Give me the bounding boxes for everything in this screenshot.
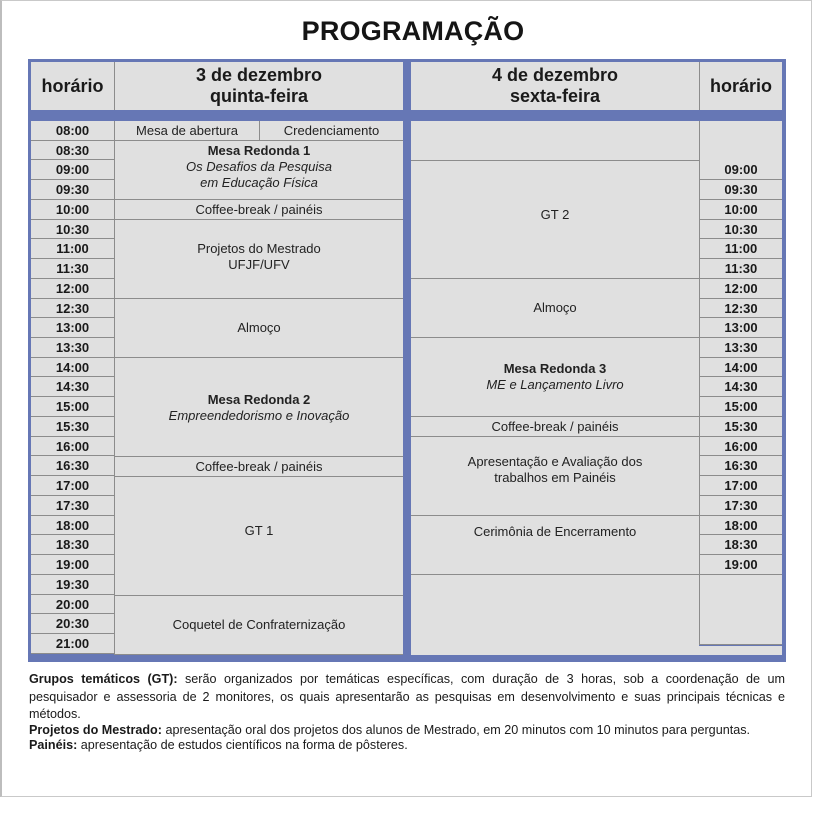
left-time-slot: 15:30	[31, 417, 114, 437]
left-time-slot: 16:00	[31, 437, 114, 456]
event-registration	[259, 121, 403, 141]
left-time-slot: 19:00	[31, 555, 114, 575]
right-time-slot: 10:00	[700, 200, 782, 220]
event-opening-label: Mesa de abertura	[136, 122, 238, 138]
right-time-slot: 17:00	[700, 476, 782, 496]
event-mr3-subtitle: ME e Lançamento Livro	[486, 377, 624, 392]
right-time-slot: 13:00	[700, 318, 782, 338]
right-time-slot: 10:30	[700, 220, 782, 239]
right-time-slot: 15:30	[700, 417, 782, 437]
event-coffee-break-1-label: Coffee-break / painéis	[195, 201, 323, 217]
event-opening	[115, 121, 259, 141]
right-time-slot: 14:00	[700, 358, 782, 377]
left-time-slot: 14:30	[31, 377, 114, 397]
event-coffee-break-2	[115, 457, 403, 477]
note-projetos-text: apresentação oral dos projetos dos alunos de Mestrado, em 20 minutos com 10 minutos para perguntas.	[161, 722, 750, 737]
right-time-slot: 17:30	[700, 496, 782, 516]
right-time-slot: 14:30	[700, 377, 782, 397]
event-day2-empty-bottom	[411, 575, 699, 655]
header-divider-left	[114, 62, 115, 110]
footnotes	[29, 671, 785, 755]
right-time-slot: 09:30	[700, 180, 782, 200]
left-time-slot: 10:00	[31, 200, 114, 220]
header-day2	[411, 62, 699, 110]
left-time-slot: 21:00	[31, 634, 114, 654]
left-time-slot: 14:00	[31, 358, 114, 377]
right-time-slot: 18:00	[700, 516, 782, 535]
right-time-slot: 15:00	[700, 397, 782, 417]
left-time-slot: 17:00	[31, 476, 114, 496]
header-day1-date: 3 de dezembro	[195, 65, 323, 85]
event-mesa-redonda-1	[115, 141, 403, 200]
note-paineis	[29, 737, 785, 755]
event-paineis-line2: trabalhos em Painéis	[494, 470, 616, 485]
note-projetos-term: Projetos do Mestrado:	[29, 722, 162, 737]
left-time-slot: 18:00	[31, 516, 114, 535]
right-time-slot: 19:00	[700, 555, 782, 575]
header-time-left	[31, 62, 114, 110]
note-gt-text: serão organizados por temáticas específicas, com duração de 3 horas, sob a coordenação de um pesquisador e assessoria de 2 monitores, os quais apresentarão as pesquisas em desenvolvimento e suas principais técnicas e métodos.	[29, 672, 785, 721]
note-paineis-text: apresentação de estudos científicos na forma de pôsteres.	[77, 738, 408, 752]
right-time-slot: 09:00	[700, 160, 782, 180]
right-time-empty-bottom	[700, 575, 782, 645]
event-encerramento	[411, 516, 699, 575]
left-time-slot: 12:00	[31, 279, 114, 299]
event-gt1	[115, 477, 403, 596]
event-mr1-subtitle-1: Os Desafios da Pesquisa	[186, 159, 332, 174]
body-divider-left	[114, 121, 115, 655]
left-time-slot: 19:30	[31, 575, 114, 595]
right-time-slot: 12:30	[700, 299, 782, 318]
event-registration-label: Credenciamento	[283, 122, 380, 138]
body-divider-right	[699, 121, 700, 645]
event-coffee-break-3-label: Coffee-break / painéis	[491, 418, 619, 434]
right-time-slot: 16:30	[700, 456, 782, 476]
right-time-slot: 11:30	[700, 259, 782, 279]
event-coquetel	[115, 596, 403, 655]
left-time-slot: 18:30	[31, 535, 114, 555]
event-coquetel-label: Coquetel de Confraternização	[172, 617, 346, 632]
left-time-slot: 20:00	[31, 595, 114, 614]
header-day1-weekday: quinta-feira	[209, 86, 308, 106]
event-mr2-subtitle: Empreendedorismo e Inovação	[168, 408, 350, 423]
header-time-right-label: horário	[709, 75, 772, 96]
header-time-right	[700, 62, 782, 110]
header-time-left-label: horário	[41, 75, 104, 96]
left-time-slot: 17:30	[31, 496, 114, 516]
right-time-slot: 12:00	[700, 279, 782, 299]
note-paineis-term: Painéis:	[29, 738, 78, 752]
event-gt1-label: GT 1	[244, 523, 274, 538]
right-time-empty-top	[700, 121, 782, 161]
event-almoco-1-label: Almoço	[237, 320, 281, 335]
event-mr1-subtitle-2: em Educação Física	[200, 175, 318, 190]
event-paineis-line1: Apresentação e Avaliação dos	[467, 454, 643, 469]
left-time-slot: 10:30	[31, 220, 114, 239]
event-mr2-title: Mesa Redonda 2	[207, 392, 311, 407]
header-day2-date: 4 de dezembro	[491, 65, 619, 85]
event-coffee-break-3	[411, 417, 699, 437]
event-gt2	[411, 161, 699, 279]
left-time-slot: 08:30	[31, 141, 114, 160]
left-time-slot: 11:30	[31, 259, 114, 279]
left-time-slot: 15:00	[31, 397, 114, 417]
left-time-slot: 20:30	[31, 614, 114, 634]
event-projetos-line2: UFJF/UFV	[228, 257, 290, 272]
note-gt-term: Grupos temáticos (GT):	[29, 672, 178, 686]
right-time-footer-fill	[699, 646, 782, 655]
right-time-slot: 16:00	[700, 437, 782, 456]
event-almoco-1	[115, 299, 403, 358]
note-gt	[29, 671, 785, 724]
left-time-slot: 09:00	[31, 160, 114, 180]
left-time-slot: 13:00	[31, 318, 114, 338]
event-mr3-title: Mesa Redonda 3	[503, 361, 607, 376]
event-almoco-2-label: Almoço	[533, 300, 577, 315]
right-time-slot: 13:30	[700, 338, 782, 358]
event-mesa-redonda-2	[115, 358, 403, 457]
event-projetos-mestrado	[115, 220, 403, 299]
header-day2-weekday: sexta-feira	[509, 86, 601, 106]
left-time-slot: 08:00	[31, 121, 114, 141]
event-day2-empty-top	[411, 121, 699, 161]
left-time-slot: 11:00	[31, 239, 114, 259]
left-time-slot: 12:30	[31, 299, 114, 318]
event-paineis	[411, 437, 699, 516]
event-mr1-title: Mesa Redonda 1	[207, 143, 311, 158]
event-gt2-label: GT 2	[540, 206, 570, 222]
left-time-slot: 09:30	[31, 180, 114, 200]
event-encerramento-label: Cerimônia de Encerramento	[473, 524, 637, 539]
header-divider-right	[699, 62, 700, 110]
page-title: PROGRAMAÇÃO	[301, 16, 525, 46]
right-time-slot: 18:30	[700, 535, 782, 555]
event-coffee-break-2-label: Coffee-break / painéis	[195, 458, 323, 474]
left-time-slot: 16:30	[31, 456, 114, 476]
right-time-slot: 11:00	[700, 239, 782, 259]
event-almoco-2	[411, 279, 699, 338]
header-day1	[115, 62, 403, 110]
event-projetos-line1: Projetos do Mestrado	[197, 241, 321, 256]
left-time-slot: 13:30	[31, 338, 114, 358]
event-mesa-redonda-3	[411, 338, 699, 417]
event-coffee-break-1	[115, 200, 403, 220]
